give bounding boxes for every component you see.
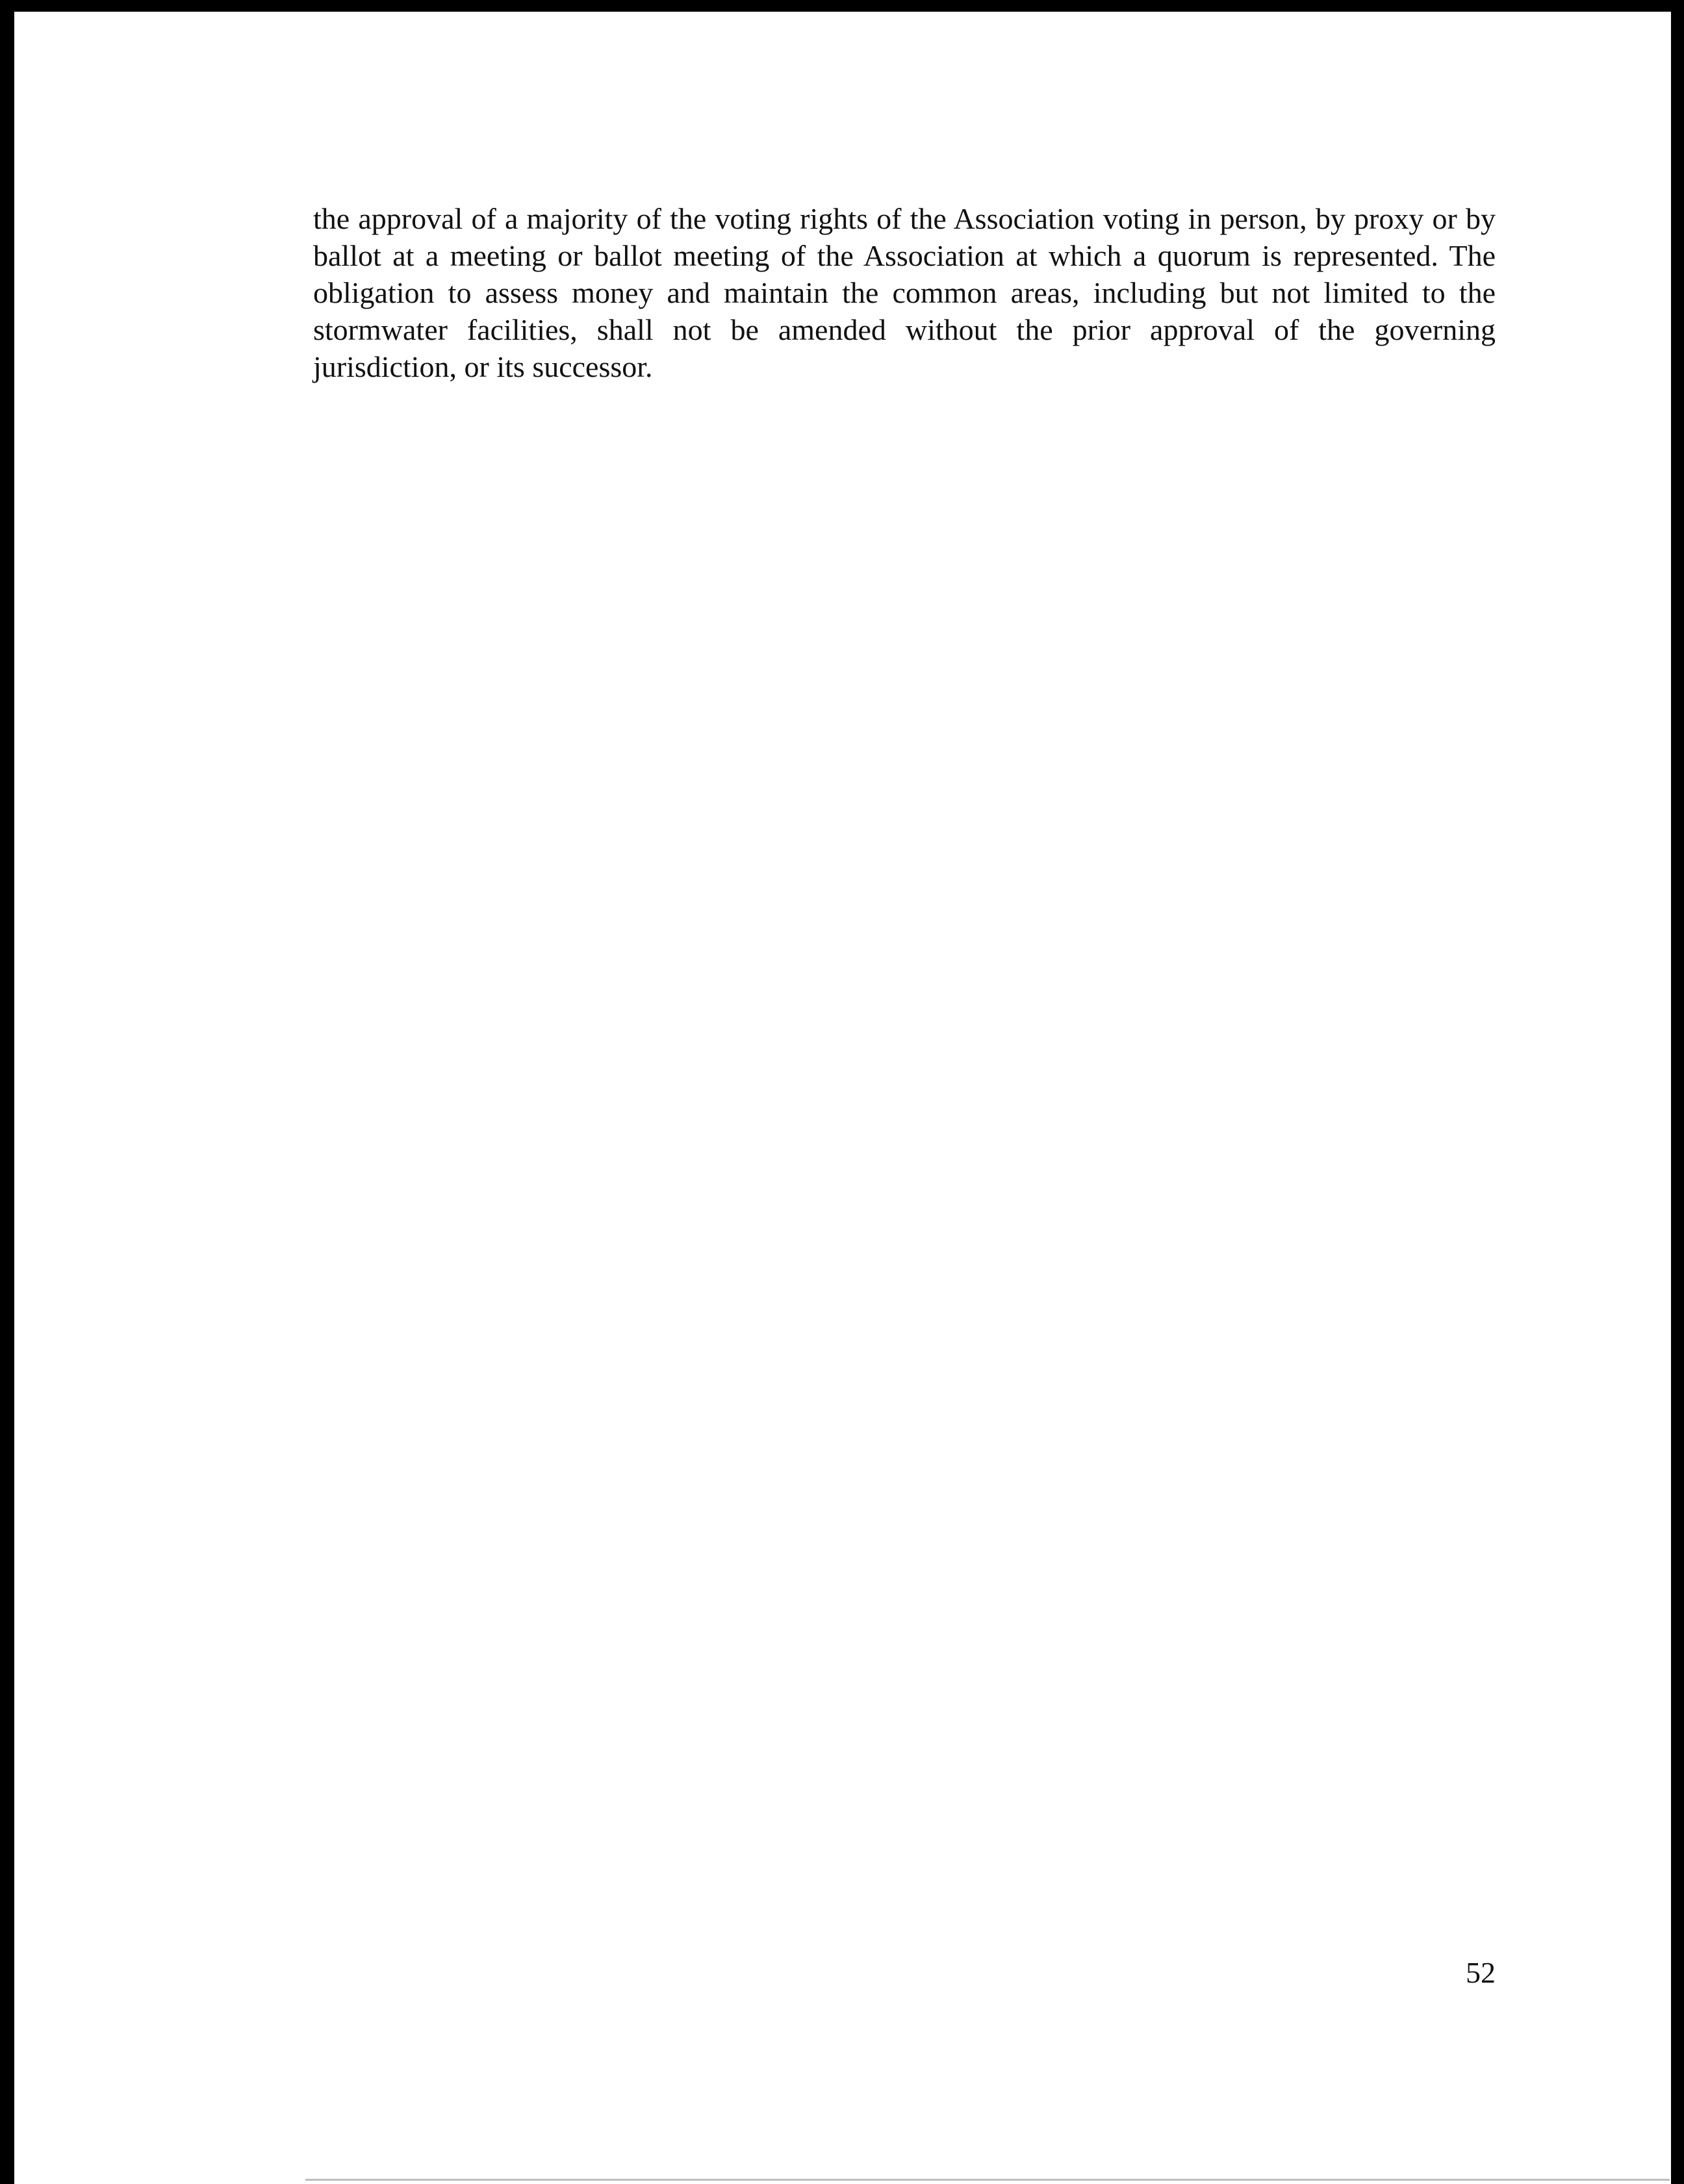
scan-bottom-line (305, 2179, 1670, 2181)
page-number: 52 (1466, 1956, 1496, 1989)
body-paragraph: the approval of a majority of the voting rights of the Association voting in person, by proxy or by ballot at a meeting or ballot meeting of the Association at which a quorum is represented. The obligation to assess money and maintain the common areas, including but not limited to the stormwater facilities, shall not be amended without the prior approval of the governing jurisdiction, or its successor. (313, 202, 1496, 383)
document-page (14, 12, 1671, 2184)
scan-border-left (0, 0, 14, 2184)
scan-border-right (1671, 0, 1684, 2184)
scan-border-top (0, 0, 1684, 12)
